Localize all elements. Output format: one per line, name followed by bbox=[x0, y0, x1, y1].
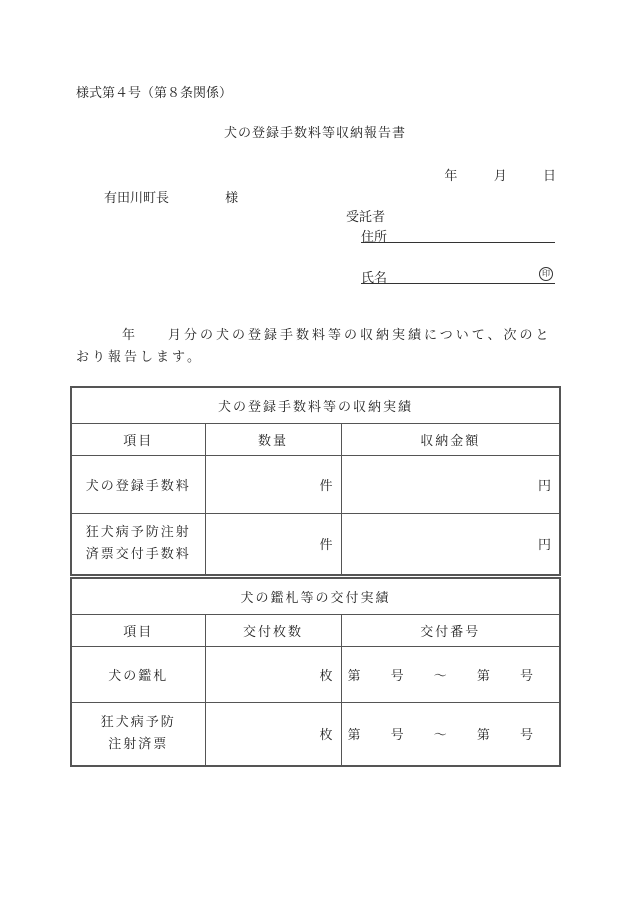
date-month: 月 bbox=[493, 169, 507, 184]
range-end-prefix: 第 bbox=[476, 728, 490, 744]
range-tilde: ～ bbox=[433, 728, 447, 744]
statement-line1: 月分の犬の登録手数料等の収納実績について、次のと bbox=[168, 328, 552, 343]
address-label: 住所 bbox=[361, 230, 388, 245]
table2-heading: 犬の鑑札等の交付実績 bbox=[71, 578, 560, 614]
range-end-suffix: 号 bbox=[519, 668, 533, 684]
seal-mark: 印 bbox=[539, 267, 553, 281]
row-item-line2: 注射済票 bbox=[108, 736, 169, 752]
table2-header-count: 交付枚数 bbox=[205, 614, 341, 646]
table1-heading: 犬の登録手数料等の収納実績 bbox=[71, 387, 560, 423]
row-item bbox=[71, 513, 205, 575]
table-row bbox=[71, 646, 560, 702]
table1-header-qty: 数量 bbox=[205, 423, 341, 455]
range-start-suffix: 号 bbox=[390, 668, 404, 684]
statement-line2: おり報告します。 bbox=[76, 350, 203, 365]
form-number: 様式第４号（第８条関係） bbox=[76, 86, 233, 101]
range-end-prefix: 第 bbox=[476, 668, 490, 684]
range-start-prefix: 第 bbox=[347, 668, 361, 684]
amount-cell[interactable]: 円 bbox=[341, 513, 560, 575]
range-end-suffix: 号 bbox=[519, 728, 533, 744]
row-item bbox=[71, 702, 205, 766]
row-item-line1: 狂犬病予防注射 bbox=[85, 524, 191, 540]
amount-cell[interactable]: 円 bbox=[341, 455, 560, 513]
count-cell[interactable]: 枚 bbox=[205, 702, 341, 766]
trustee-label: 受託者 bbox=[346, 210, 386, 225]
table-row bbox=[71, 455, 560, 513]
date-day: 日 bbox=[542, 169, 556, 184]
date-year: 年 bbox=[444, 169, 458, 184]
range-tilde: ～ bbox=[433, 668, 447, 684]
addressee-name: 有田川町長 bbox=[104, 191, 170, 206]
number-range-cell[interactable] bbox=[341, 646, 560, 702]
statement-year: 年 bbox=[122, 328, 139, 343]
name-label: 氏名 bbox=[361, 271, 388, 286]
table-row bbox=[71, 702, 560, 766]
report-statement bbox=[76, 325, 556, 369]
row-item-line2: 済票交付手数料 bbox=[85, 546, 191, 562]
row-item: 犬の鑑札 bbox=[71, 646, 205, 702]
addressee-honorific: 様 bbox=[225, 191, 239, 206]
name-field[interactable] bbox=[361, 267, 555, 284]
addressee bbox=[104, 187, 238, 206]
range-start-prefix: 第 bbox=[347, 728, 361, 744]
count-cell[interactable]: 枚 bbox=[205, 646, 341, 702]
table-row bbox=[71, 513, 560, 575]
qty-cell[interactable]: 件 bbox=[205, 455, 341, 513]
table1-header-amount: 収納金額 bbox=[341, 423, 560, 455]
row-item-line1: 狂犬病予防 bbox=[100, 714, 176, 730]
row-item: 犬の登録手数料 bbox=[71, 455, 205, 513]
table1-header-item: 項目 bbox=[71, 423, 205, 455]
collection-results-table bbox=[70, 386, 561, 576]
range-start-suffix: 号 bbox=[390, 728, 404, 744]
table2-header-number: 交付番号 bbox=[341, 614, 560, 646]
table2-header-item: 項目 bbox=[71, 614, 205, 646]
date-line bbox=[444, 165, 556, 184]
number-range-cell[interactable] bbox=[341, 702, 560, 766]
qty-cell[interactable]: 件 bbox=[205, 513, 341, 575]
tag-issuance-table bbox=[70, 577, 561, 767]
document-title: 犬の登録手数料等収納報告書 bbox=[223, 126, 406, 141]
address-field[interactable] bbox=[361, 226, 555, 243]
